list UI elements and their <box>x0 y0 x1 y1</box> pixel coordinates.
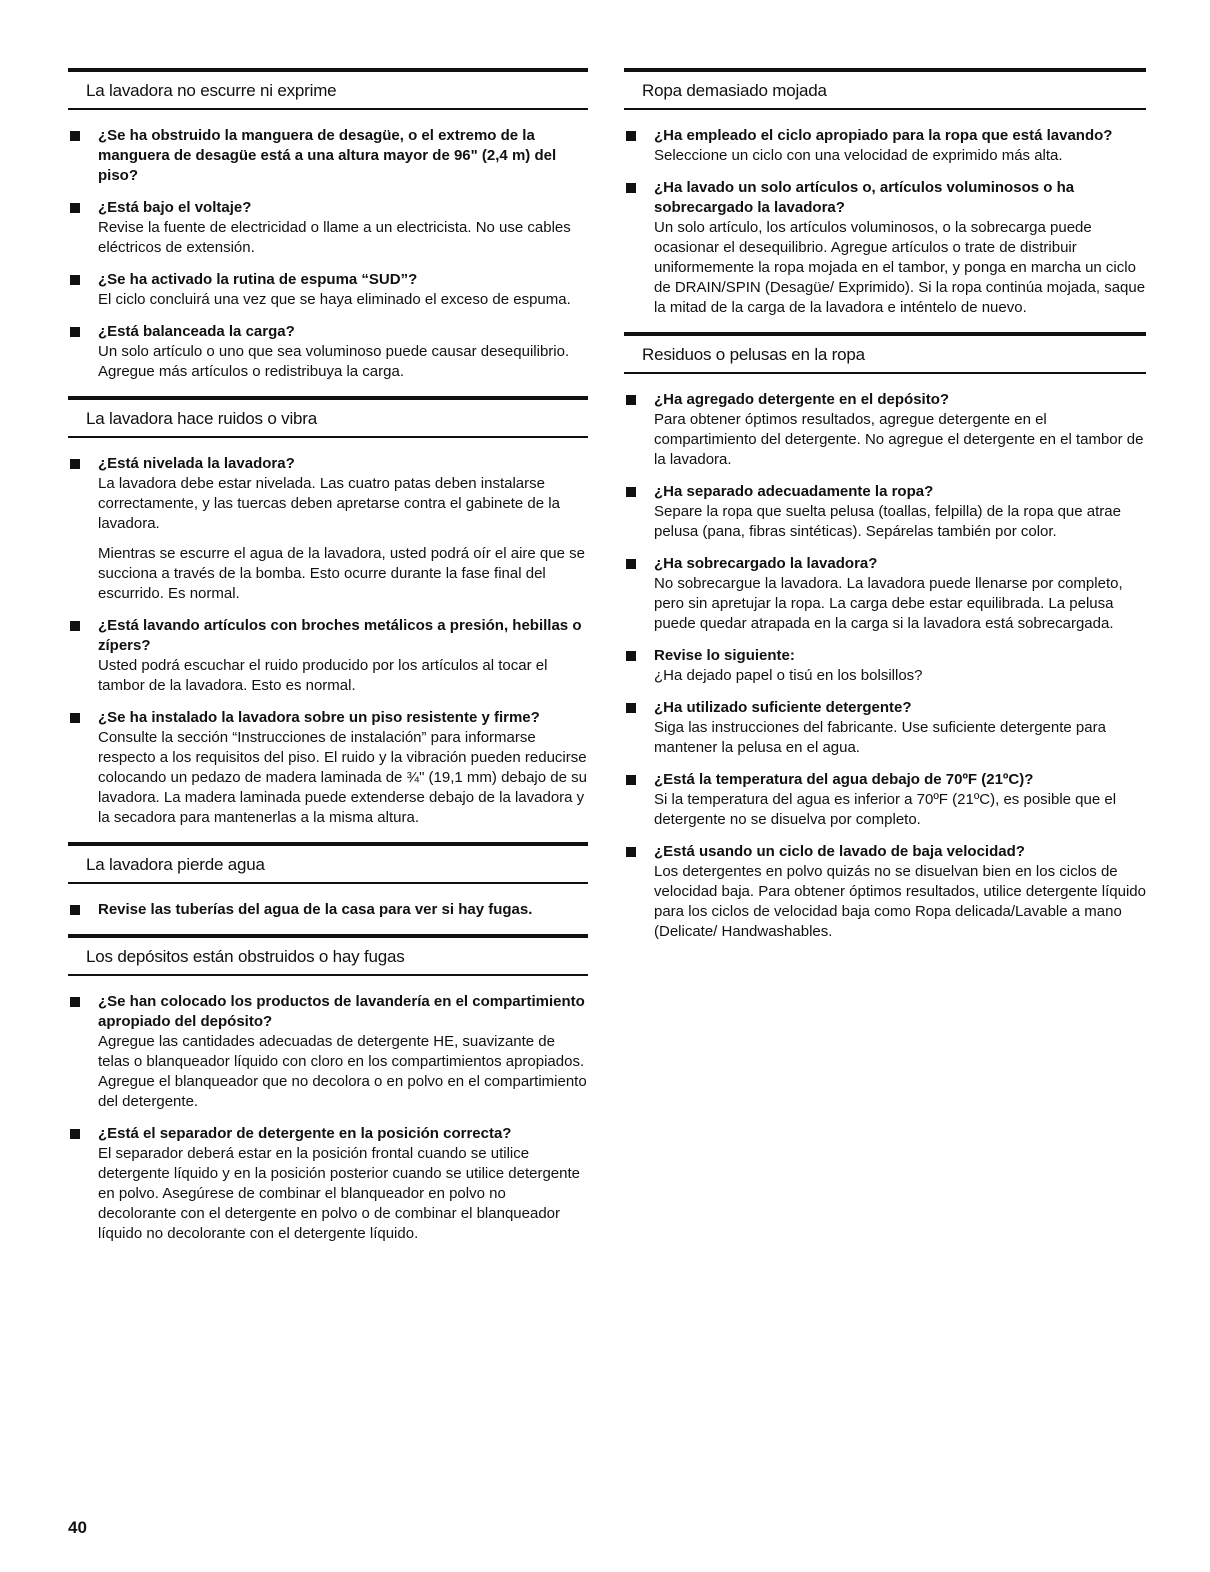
item-answer: El ciclo concluirá una vez que se haya eliminado el exceso de espuma. <box>98 291 571 308</box>
section-heading: La lavadora hace ruidos o vibra <box>68 396 588 438</box>
list-item <box>624 842 1146 942</box>
item-answer: Revise la fuente de electricidad o llame a un electricista. No use cables eléctricos de extensión. <box>98 219 571 256</box>
page-number: 40 <box>68 1518 87 1537</box>
item-answer: Siga las instrucciones del fabricante. Use suficiente detergente para mantener la pelusa en el agua. <box>654 719 1106 756</box>
list-item <box>68 992 588 1112</box>
list-item <box>624 646 1146 686</box>
section-clothes-too-wet <box>624 68 1146 318</box>
square-bullet-icon <box>70 203 80 213</box>
item-answer: Si la temperatura del agua es inferior a 70ºF (21ºC), es posible que el detergente no se disuelva por completo. <box>654 791 1117 828</box>
item-question: ¿Está nivelada la lavadora? <box>98 455 295 472</box>
item-question: ¿Ha lavado un solo artículos o, artículos voluminosos o ha sobrecargado la lavadora? <box>654 179 1075 216</box>
square-bullet-icon <box>626 559 636 569</box>
square-bullet-icon <box>626 775 636 785</box>
item-answer: No sobrecargue la lavadora. La lavadora puede llenarse por completo, pero sin apretujar la ropa. La carga debe estar equilibrada. La pelusa puede quedar atrapada en la carga si la lavadora está sobrecargada. <box>654 575 1123 632</box>
item-question: ¿Está la temperatura del agua debajo de 70ºF (21ºC)? <box>654 771 1034 788</box>
item-question: ¿Se ha obstruido la manguera de desagüe, o el extremo de la manguera de desagüe está a una altura mayor de 96" (2,4 m) del piso? <box>98 127 557 184</box>
square-bullet-icon <box>626 395 636 405</box>
item-question: ¿Ha agregado detergente en el depósito? <box>654 391 950 408</box>
item-answer: Separe la ropa que suelta pelusa (toallas, felpilla) de la ropa que atrae pelusa (pana, fibras sintéticas). Sepárelas también por color. <box>654 503 1121 540</box>
item-question: ¿Está bajo el voltaje? <box>98 199 252 216</box>
section-heading: La lavadora pierde agua <box>68 842 588 884</box>
list-item <box>624 390 1146 470</box>
list-item <box>68 900 588 920</box>
square-bullet-icon <box>70 275 80 285</box>
list-item <box>68 126 588 186</box>
section-no-drain <box>68 68 588 382</box>
square-bullet-icon <box>70 713 80 723</box>
square-bullet-icon <box>70 621 80 631</box>
square-bullet-icon <box>70 131 80 141</box>
left-column <box>68 68 588 1258</box>
list-item <box>624 770 1146 830</box>
list-item <box>624 126 1146 166</box>
item-answer: Para obtener óptimos resultados, agregue detergente en el compartimiento del detergente. No agregue el detergente en el tambor de la lavadora. <box>654 411 1144 468</box>
section-noise-vibration <box>68 396 588 828</box>
section-heading: La lavadora no escurre ni exprime <box>68 68 588 110</box>
square-bullet-icon <box>626 183 636 193</box>
list-item <box>68 708 588 828</box>
list-item <box>68 198 588 258</box>
item-question: ¿Está lavando artículos con broches metálicos a presión, hebillas o zípers? <box>98 617 582 654</box>
square-bullet-icon <box>70 327 80 337</box>
item-question: Revise lo siguiente: <box>654 647 795 664</box>
item-extra-paragraph: Mientras se escurre el agua de la lavadora, usted podrá oír el aire que se succiona a través de la bomba. Esto ocurre durante la fase final del escurrido. Es normal. <box>98 545 585 602</box>
section-heading: Ropa demasiado mojada <box>624 68 1146 110</box>
square-bullet-icon <box>70 905 80 915</box>
list-item <box>624 698 1146 758</box>
item-question: ¿Ha utilizado suficiente detergente? <box>654 699 912 716</box>
square-bullet-icon <box>626 847 636 857</box>
item-answer: Un solo artículo, los artículos voluminosos, o la sobrecarga puede ocasionar el desequilibrio. Agregue artículos o trate de distribuir uniformemente la ropa mojada en el tambor, y ponga en marcha un ciclo de DRAIN/SPIN (Desagüe/ Exprimido). Si la ropa continúa mojada, saque la mitad de la carga de la lavadora e inténtelo de nuevo. <box>654 219 1146 316</box>
square-bullet-icon <box>70 1129 80 1139</box>
item-answer: Un solo artículo o uno que sea voluminoso puede causar desequilibrio. Agregue más artículos o redistribuya la carga. <box>98 343 570 380</box>
list-item <box>624 554 1146 634</box>
section-water-leak <box>68 842 588 920</box>
item-question: ¿Se ha activado la rutina de espuma “SUD”? <box>98 271 418 288</box>
section-heading: Los depósitos están obstruidos o hay fugas <box>68 934 588 976</box>
right-column <box>624 68 1146 956</box>
item-answer: Los detergentes en polvo quizás no se disuelvan bien en los ciclos de velocidad baja. Para obtener óptimos resultados, utilice detergente líquido para los ciclos de velocidad baja como Ropa delicada/Lavable a mano (Delicate/ Handwashables. <box>654 863 1146 940</box>
square-bullet-icon <box>626 703 636 713</box>
section-dispensers-clogged <box>68 934 588 1244</box>
square-bullet-icon <box>626 131 636 141</box>
item-answer: La lavadora debe estar nivelada. Las cuatro patas deben instalarse correctamente, y las tuercas deben apretarse contra el gabinete de la lavadora. <box>98 475 560 532</box>
item-question: ¿Ha sobrecargado la lavadora? <box>654 555 878 572</box>
item-question: ¿Está usando un ciclo de lavado de baja velocidad? <box>654 843 1025 860</box>
item-question: ¿Ha empleado el ciclo apropiado para la ropa que está lavando? <box>654 127 1113 144</box>
square-bullet-icon <box>70 997 80 1007</box>
item-question: ¿Ha separado adecuadamente la ropa? <box>654 483 934 500</box>
section-heading: Residuos o pelusas en la ropa <box>624 332 1146 374</box>
square-bullet-icon <box>626 487 636 497</box>
item-answer: Agregue las cantidades adecuadas de detergente HE, suavizante de telas o blanqueador líquido con cloro en los compartimientos apropiados. Agregue el blanqueador que no decolora o en polvo en el compartimiento del detergente. <box>98 1033 587 1110</box>
list-item <box>68 1124 588 1244</box>
item-answer: El separador deberá estar en la posición frontal cuando se utilice detergente líquido y en la posición posterior cuando se utilice detergente en polvo. Asegúrese de combinar el blanqueador en polvo no decolorante con el detergente en polvo o de combinar el blanqueador líquido no decolorante con el detergente líquido. <box>98 1145 580 1242</box>
item-question: ¿Está el separador de detergente en la posición correcta? <box>98 1125 512 1142</box>
list-item <box>68 454 588 604</box>
item-answer: ¿Ha dejado papel o tisú en los bolsillos? <box>654 667 923 684</box>
item-answer: Usted podrá escuchar el ruido producido por los artículos al tocar el tambor de la lavadora. Esto es normal. <box>98 657 548 694</box>
item-question: ¿Se han colocado los productos de lavandería en el compartimiento apropiado del depósito? <box>98 993 585 1030</box>
item-answer: Seleccione un ciclo con una velocidad de exprimido más alta. <box>654 147 1063 164</box>
section-residue-lint <box>624 332 1146 942</box>
square-bullet-icon <box>70 459 80 469</box>
item-question: ¿Se ha instalado la lavadora sobre un piso resistente y firme? <box>98 709 540 726</box>
list-item <box>68 616 588 696</box>
list-item <box>624 482 1146 542</box>
item-question: Revise las tuberías del agua de la casa para ver si hay fugas. <box>98 901 533 918</box>
item-question: ¿Está balanceada la carga? <box>98 323 295 340</box>
list-item <box>68 322 588 382</box>
item-answer: Consulte la sección “Instrucciones de instalación” para informarse respecto a los requisitos del piso. El ruido y la vibración pueden reducirse colocando un pedazo de madera laminada de ¾" (19,1 mm) debajo de su lavadora. La madera laminada puede extenderse debajo de la lavadora y la secadora para mantenerlas a la misma altura. <box>98 729 587 826</box>
list-item <box>624 178 1146 318</box>
square-bullet-icon <box>626 651 636 661</box>
list-item <box>68 270 588 310</box>
